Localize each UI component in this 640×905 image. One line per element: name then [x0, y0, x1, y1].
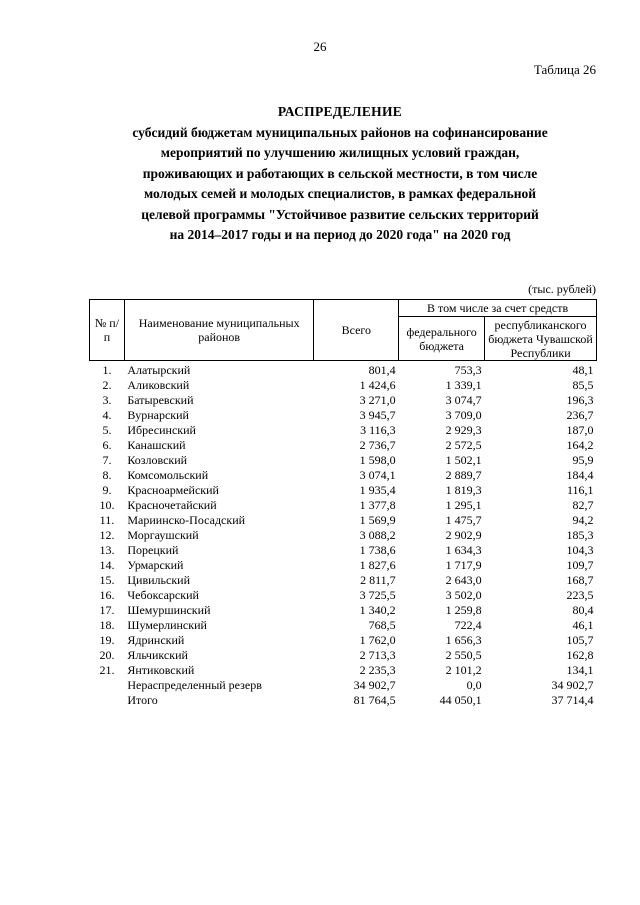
row-number: 4. [102, 408, 112, 422]
republic-value: 223,5 [566, 588, 594, 602]
republic-value: 34 902,7 [551, 678, 594, 692]
table-row [90, 573, 597, 588]
federal-value: 2 929,3 [445, 423, 482, 437]
table-row [90, 678, 597, 693]
total-value: 1 377,8 [359, 498, 396, 512]
district-name: Янтиковский [127, 663, 195, 677]
federal-value: 1 634,3 [445, 543, 482, 557]
federal-value: 2 101,2 [445, 663, 482, 677]
table-row [90, 378, 597, 393]
total-value: 3 116,3 [360, 423, 396, 437]
district-name: Алатырский [127, 363, 191, 377]
row-number: 15. [99, 573, 115, 587]
table-row [90, 498, 597, 513]
row-number: 21. [99, 663, 115, 677]
district-name: Шемуршинский [127, 603, 211, 617]
row-number: 3. [102, 393, 112, 407]
district-name: Батыревский [127, 393, 194, 407]
total-value: 768,5 [368, 618, 396, 632]
total-value: 2 713,3 [359, 648, 396, 662]
district-name: Красночетайский [127, 498, 217, 512]
row-number: 18. [99, 618, 115, 632]
table-row [90, 558, 597, 573]
total-value: 1 340,2 [359, 603, 396, 617]
federal-value: 2 902,9 [445, 528, 482, 542]
district-name: Яльчикский [127, 648, 188, 662]
table-row [90, 408, 597, 423]
table-body [90, 361, 597, 709]
row-number [90, 678, 125, 693]
federal-value: 2 889,7 [445, 468, 482, 482]
total-value: 1 569,9 [359, 513, 396, 527]
row-number: 19. [99, 633, 115, 647]
republic-value: 46,1 [572, 618, 594, 632]
total-value: 801,4 [368, 363, 396, 377]
district-name: Порецкий [127, 543, 179, 557]
federal-value: 2 643,0 [445, 573, 482, 587]
republic-value: 134,1 [566, 663, 594, 677]
row-number: 9. [102, 483, 112, 497]
federal-value: 1 295,1 [445, 498, 482, 512]
header-federal: федерального бюджета [399, 317, 485, 361]
header-num: № п/п [90, 300, 125, 361]
federal-value: 1 475,7 [445, 513, 482, 527]
table-row [90, 483, 597, 498]
row-number: 1. [102, 363, 112, 377]
total-value: 1 935,4 [359, 483, 396, 497]
table-row [90, 618, 597, 633]
federal-value: 1 656,3 [445, 633, 482, 647]
total-value: 2 235,3 [359, 663, 396, 677]
heading-line: субсидий бюджетам муниципальных районов на софинансирование [132, 124, 548, 140]
republic-value: 94,2 [572, 513, 594, 527]
district-name: Аликовский [127, 378, 190, 392]
table-row [90, 543, 597, 558]
republic-value: 236,7 [566, 408, 594, 422]
table-row [90, 693, 597, 708]
header-funding-group: В том числе за счет средств [399, 300, 597, 317]
republic-value: 95,9 [572, 453, 594, 467]
district-name: Итого [127, 693, 158, 707]
row-number: 11. [99, 513, 115, 527]
republic-value: 196,3 [566, 393, 594, 407]
row-number: 6. [102, 438, 112, 452]
table-row [90, 513, 597, 528]
row-number: 17. [99, 603, 115, 617]
row-number: 12. [99, 528, 115, 542]
row-number: 7. [102, 453, 112, 467]
row-number: 13. [99, 543, 115, 557]
federal-value: 753,3 [454, 363, 482, 377]
heading-line: проживающих и работающих в сельской местности, в том числе [142, 165, 538, 181]
table-row [90, 648, 597, 663]
header-name: Наименование муниципальных районов [124, 300, 314, 361]
total-value: 1 827,6 [359, 558, 396, 572]
total-value: 3 074,1 [359, 468, 396, 482]
republic-value: 162,8 [566, 648, 594, 662]
total-value: 3 945,7 [359, 408, 396, 422]
table-row [90, 438, 597, 453]
row-number [90, 693, 125, 708]
heading-line: мероприятий по улучшению жилищных условий граждан, [160, 145, 520, 160]
republic-value: 184,4 [566, 468, 594, 482]
republic-value: 104,3 [566, 543, 594, 557]
total-value: 3 088,2 [359, 528, 396, 542]
republic-value: 185,3 [566, 528, 594, 542]
republic-value: 82,7 [572, 498, 594, 512]
district-name: Нераспределенный резерв [127, 678, 262, 692]
total-value: 81 764,5 [353, 693, 396, 707]
table-row [90, 393, 597, 408]
table-row [90, 423, 597, 438]
table-row [90, 633, 597, 648]
district-name: Урмарский [127, 558, 184, 572]
district-name: Чебоксарский [127, 588, 199, 602]
total-value: 1 424,6 [359, 378, 396, 392]
federal-value: 3 074,7 [445, 393, 482, 407]
header-republic: республиканского бюджета Чувашской Республики [485, 317, 597, 361]
federal-value: 1 339,1 [445, 378, 482, 392]
header-total: Всего [314, 300, 399, 361]
row-number: 10. [99, 498, 115, 512]
republic-value: 37 714,4 [551, 693, 594, 707]
total-value: 34 902,7 [353, 678, 396, 692]
row-number: 2. [102, 378, 112, 392]
district-name: Красноармейский [127, 483, 219, 497]
district-name: Мариинско-Посадский [127, 513, 246, 527]
heading-line: молодых семей и молодых специалистов, в рамках федеральной [143, 186, 537, 201]
federal-value: 44 050,1 [439, 693, 482, 707]
row-number: 8. [102, 468, 112, 482]
heading-line: на 2014–2017 годы и на период до 2020 года" на 2020 год [169, 227, 511, 242]
district-name: Ибресинский [127, 423, 196, 437]
republic-value: 48,1 [572, 363, 594, 377]
republic-value: 164,2 [566, 438, 594, 452]
row-number: 16. [99, 588, 115, 602]
federal-value: 3 502,0 [445, 588, 482, 602]
table-row [90, 588, 597, 603]
district-name: Цивильский [127, 573, 191, 587]
federal-value: 722,4 [454, 618, 482, 632]
table-row [90, 361, 597, 379]
republic-value: 109,7 [566, 558, 594, 572]
page-number: 26 [313, 39, 327, 54]
district-name: Вурнарский [127, 408, 189, 422]
district-name: Козловский [127, 453, 188, 467]
federal-value: 2 572,5 [445, 438, 482, 452]
row-number: 5. [102, 423, 112, 437]
total-value: 2 811,7 [360, 573, 396, 587]
total-value: 1 598,0 [359, 453, 396, 467]
heading-title: РАСПРЕДЕЛЕНИЕ [277, 104, 403, 119]
row-number: 14. [99, 558, 115, 572]
district-name: Канашский [127, 438, 186, 452]
total-value: 3 271,0 [359, 393, 396, 407]
units-label: (тыс. рублей) [528, 282, 596, 296]
federal-value: 0,0 [466, 678, 482, 692]
table-row [90, 603, 597, 618]
district-name: Шумерлинский [127, 618, 207, 632]
subsidy-table [89, 299, 597, 708]
total-value: 3 725,5 [359, 588, 396, 602]
republic-value: 116,1 [566, 483, 594, 497]
republic-value: 80,4 [572, 603, 594, 617]
federal-value: 1 259,8 [445, 603, 482, 617]
republic-value: 85,5 [572, 378, 594, 392]
federal-value: 1 819,3 [445, 483, 482, 497]
republic-value: 168,7 [566, 573, 594, 587]
row-number: 20. [99, 648, 115, 662]
total-value: 2 736,7 [359, 438, 396, 452]
total-value: 1 762,0 [359, 633, 396, 647]
republic-value: 187,0 [566, 423, 594, 437]
district-name: Моргаушский [127, 528, 199, 542]
heading-line: целевой программы "Устойчивое развитие сельских территорий [141, 206, 539, 222]
federal-value: 1 717,9 [445, 558, 482, 572]
federal-value: 2 550,5 [445, 648, 482, 662]
table-label: Таблица 26 [533, 62, 596, 77]
document-heading [80, 102, 600, 246]
federal-value: 1 502,1 [445, 453, 482, 467]
table-row [90, 528, 597, 543]
table-row [90, 453, 597, 468]
republic-value: 105,7 [566, 633, 594, 647]
total-value: 1 738,6 [359, 543, 396, 557]
district-name: Комсомольский [127, 468, 209, 482]
federal-value: 3 709,0 [445, 408, 482, 422]
table-row [90, 663, 597, 678]
table-row [90, 468, 597, 483]
district-name: Ядринский [127, 633, 185, 647]
